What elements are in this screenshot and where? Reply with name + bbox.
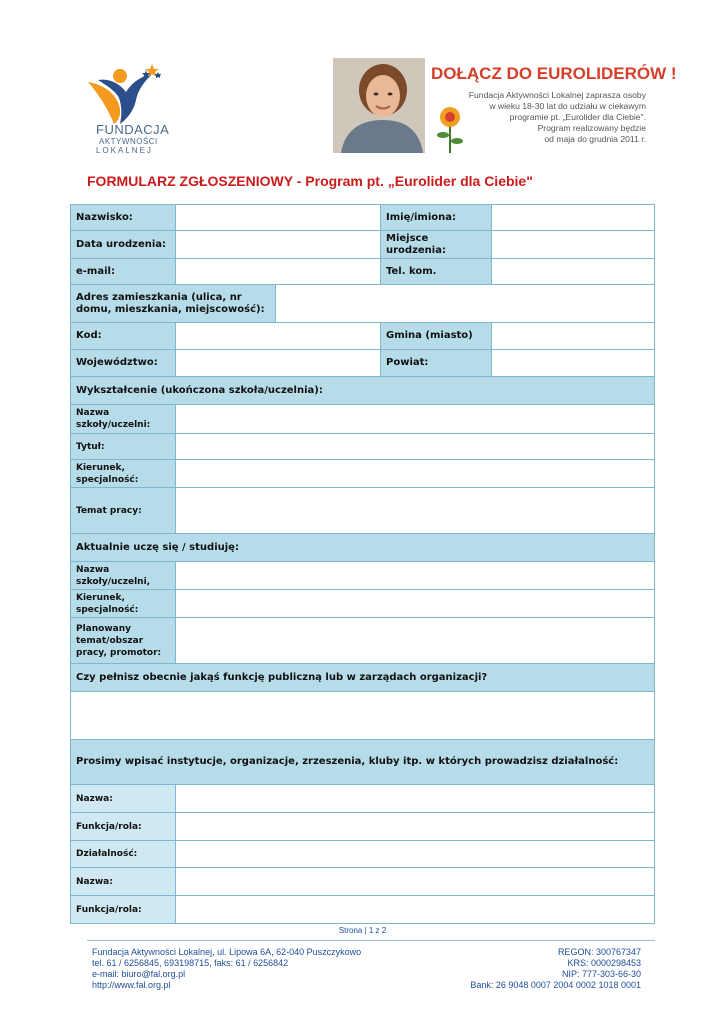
birth-date-field[interactable] [175, 230, 381, 259]
degree-label: Tytuł: [70, 433, 176, 460]
birth-place-field[interactable] [491, 230, 655, 259]
footer-contact [92, 947, 361, 991]
org-role-field[interactable] [175, 812, 655, 841]
current-major-label: Kierunek, specjalność: [70, 589, 176, 618]
current-studies-header: Aktualnie uczę się / studiuję: [70, 533, 655, 562]
voivodeship-label: Województwo: [70, 349, 176, 377]
banner-blurb-line: programie pt. „Eurolider dla Ciebie". [509, 112, 646, 122]
org-role-label: Funkcja/rola: [70, 812, 176, 841]
logo-line-1: FUNDACJA [96, 122, 170, 137]
logo-text [96, 122, 169, 155]
email-label: e-mail: [70, 258, 176, 285]
footer-regon: REGON: 300767347 [557, 947, 641, 957]
county-field[interactable] [491, 349, 655, 377]
banner-blurb [426, 90, 646, 145]
organizations-question: Prosimy wpisać instytucje, organizacje, zrzeszenia, kluby itp. w których prowadzisz działalność: [70, 739, 655, 785]
org-name-label-2: Nazwa: [70, 867, 176, 896]
municipality-label: Gmina (miasto) [380, 322, 492, 350]
planned-topic-field[interactable] [175, 617, 655, 664]
major-field[interactable] [175, 459, 655, 488]
org-name-label: Nazwa: [70, 784, 176, 813]
banner-blurb-line: Program realizowany będzie [537, 123, 646, 133]
postal-code-field[interactable] [175, 322, 381, 350]
email-field[interactable] [175, 258, 381, 285]
birth-place-label: Miejsce urodzenia: [380, 230, 492, 259]
banner-blurb-line: od maja do grudnia 2011 r. [544, 134, 646, 144]
form-title: FORMULARZ ZGŁOSZENIOWY - Program pt. „Eurolider dla Ciebie" [87, 173, 533, 189]
school-name-label: Nazwa szkoły/uczelni: [70, 404, 176, 434]
planned-topic-label: Planowany temat/obszar pracy, promotor: [70, 617, 176, 664]
public-function-question: Czy pełnisz obecnie jakąś funkcję publiczną lub w zarządach organizacji? [70, 663, 655, 692]
page-number: Strona | 1 z 2 [338, 926, 387, 935]
county-label: Powiat: [380, 349, 492, 377]
program-banner [333, 58, 677, 153]
school-name-field[interactable] [175, 404, 655, 434]
thesis-topic-label: Temat pracy: [70, 487, 176, 534]
footer-bank: Bank: 26 9048 0007 2004 0002 1018 0001 [470, 980, 641, 990]
footer-krs: KRS: 0000298453 [567, 958, 641, 968]
phone-label: Tel. kom. [380, 258, 492, 285]
first-names-label: Imię/imiona: [380, 204, 492, 231]
org-name-field-2[interactable] [175, 867, 655, 896]
footer-divider [87, 940, 655, 941]
banner-blurb-line: Fundacja Aktywności Lokalnej zaprasza osoby [468, 90, 646, 100]
surname-field[interactable] [175, 204, 381, 231]
footer-address: Fundacja Aktywności Lokalnej, ul. Lipowa 6A, 62-040 Puszczykowo [92, 947, 362, 957]
phone-field[interactable] [491, 258, 655, 285]
banner-photo [333, 58, 425, 153]
footer-nip: NIP: 777-303-66-30 [561, 969, 641, 979]
address-label: Adres zamieszkania (ulica, nr domu, mieszkania, miejscowość): [70, 284, 276, 323]
logo-line-2: AKTYWNOŚCI [99, 137, 158, 146]
current-school-field[interactable] [175, 561, 655, 590]
birth-date-label: Data urodzenia: [70, 230, 176, 259]
org-role-field-2[interactable] [175, 895, 655, 924]
logo-line-3: LOKALNEJ [96, 146, 153, 155]
org-role-label-2: Funkcja/rola: [70, 895, 176, 924]
voivodeship-field[interactable] [175, 349, 381, 377]
org-activity-field[interactable] [175, 840, 655, 868]
postal-code-label: Kod: [70, 322, 176, 350]
surname-label: Nazwisko: [70, 204, 176, 231]
footer-phones: tel. 61 / 6256845, 693198715, faks: 61 / 6256842 [92, 958, 289, 968]
degree-field[interactable] [175, 433, 655, 460]
address-field[interactable] [275, 284, 655, 323]
footer-email[interactable]: e-mail: biuro@fal.org.pl [92, 969, 186, 979]
municipality-field[interactable] [491, 322, 655, 350]
thesis-topic-field[interactable] [175, 487, 655, 534]
footer-registry [470, 947, 641, 991]
banner-blurb-line: w wieku 18-30 lat do udziału w ciekawym [489, 101, 646, 111]
first-names-field[interactable] [491, 204, 655, 231]
banner-headline: DOŁĄCZ DO EUROLIDERÓW ! [431, 64, 677, 83]
major-label: Kierunek, specjalność: [70, 459, 176, 488]
org-activity-label: Działalność: [70, 840, 176, 868]
public-function-answer[interactable] [70, 691, 655, 740]
woman-portrait-icon [333, 58, 425, 153]
education-section-header: Wykształcenie (ukończona szkoła/uczelnia): [70, 376, 655, 405]
current-school-label: Nazwa szkoły/uczelni, [70, 561, 176, 590]
footer-website[interactable]: http://www.fal.org.pl [92, 980, 171, 990]
org-name-field[interactable] [175, 784, 655, 813]
current-major-field[interactable] [175, 589, 655, 618]
